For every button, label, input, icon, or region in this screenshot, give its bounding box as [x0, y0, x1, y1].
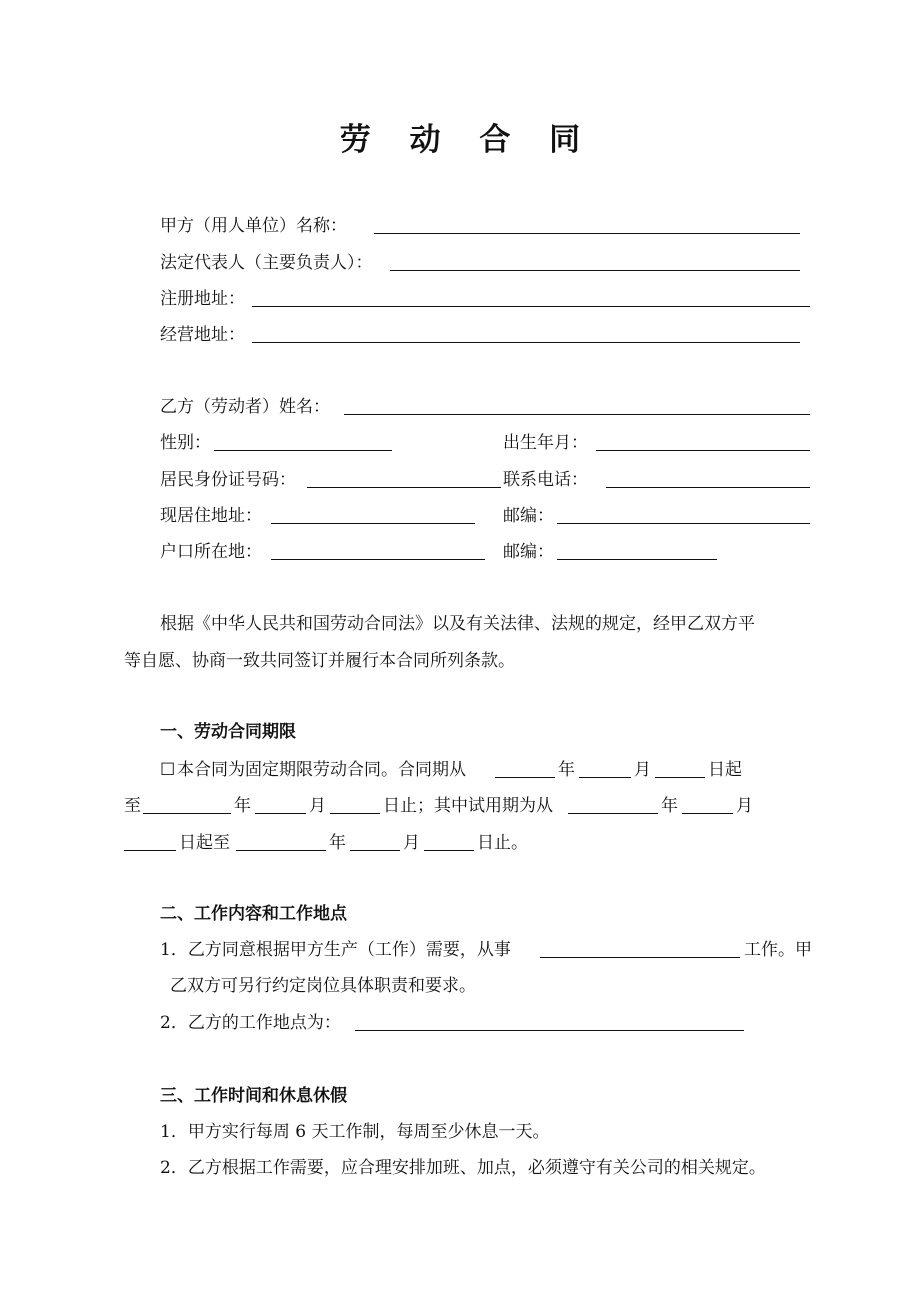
trial-start-month-field[interactable] — [682, 813, 733, 814]
month-label: 月 — [634, 760, 651, 780]
hukou-label: 户口所在地： — [160, 542, 262, 562]
end-year-field[interactable] — [143, 813, 231, 814]
fixed-term-checkbox[interactable]: ☐ — [160, 760, 176, 780]
fixed-term-text: 本合同为固定期限劳动合同。合同期从 — [177, 760, 466, 780]
current-address-label: 现居住地址： — [160, 506, 262, 526]
trial-end-day-field[interactable] — [424, 850, 474, 851]
zip-label-2: 邮编： — [503, 542, 554, 562]
op-address-field[interactable] — [252, 342, 800, 343]
intro-line-2: 等自愿、协商一致共同签订并履行本合同所列条款。 — [124, 651, 515, 671]
reg-address-field[interactable] — [252, 306, 810, 307]
start-year-field[interactable] — [495, 777, 555, 778]
phone-field[interactable] — [606, 487, 810, 488]
gender-label: 性别： — [160, 433, 211, 453]
legal-rep-label: 法定代表人（主要负责人）： — [160, 253, 373, 273]
zip-field-1[interactable] — [557, 523, 810, 524]
trial-end-month-field[interactable] — [350, 850, 400, 851]
legal-rep-field[interactable] — [390, 270, 800, 271]
start-day-field[interactable] — [655, 777, 705, 778]
end-day-field[interactable] — [330, 813, 380, 814]
section-1-heading: 一、劳动合同期限 — [160, 722, 296, 742]
year-label: 年 — [661, 796, 678, 816]
birth-field[interactable] — [596, 450, 810, 451]
work-content-text-a: 1．乙方同意根据甲方生产（工作）需要，从事 — [160, 940, 511, 960]
party-a-name-field[interactable] — [374, 233, 800, 234]
year-label: 年 — [558, 760, 575, 780]
year-label: 年 — [329, 833, 346, 853]
trial-start-day-field[interactable] — [124, 850, 176, 851]
day-start-label: 日起 — [708, 760, 742, 780]
trial-start-year-field[interactable] — [568, 813, 658, 814]
birth-label: 出生年月： — [503, 433, 588, 453]
id-number-field[interactable] — [307, 487, 501, 488]
op-address-label: 经营地址： — [160, 325, 245, 345]
work-content-text-c: 乙双方可另行约定岗位具体职责和要求。 — [170, 976, 476, 996]
end-month-field[interactable] — [255, 813, 306, 814]
party-b-name-field[interactable] — [344, 414, 810, 415]
day-end-label: 日止。 — [477, 833, 528, 853]
party-b-name-label: 乙方（劳动者）姓名： — [160, 397, 330, 417]
zip-label-1: 邮编： — [503, 506, 554, 526]
job-position-field[interactable] — [540, 957, 740, 958]
hukou-field[interactable] — [271, 559, 485, 560]
zip-field-2[interactable] — [557, 559, 717, 560]
trial-period-text: 日止；其中试用期为从 — [383, 796, 553, 816]
reg-address-label: 注册地址： — [160, 289, 245, 309]
day-start-to-label: 日起至 — [179, 833, 230, 853]
intro-line-1: 根据《中华人民共和国劳动合同法》以及有关法律、法规的规定，经甲乙双方平 — [160, 614, 755, 634]
work-location-field[interactable] — [355, 1030, 744, 1031]
current-address-field[interactable] — [271, 523, 475, 524]
document-title: 劳 动 合 同 — [339, 122, 595, 158]
work-schedule-text: 1．甲方实行每周 6 天工作制，每周至少休息一天。 — [160, 1122, 550, 1142]
work-content-text-b: 工作。甲 — [744, 940, 812, 960]
id-number-label: 居民身份证号码： — [160, 470, 296, 490]
section-3-heading: 三、工作时间和休息休假 — [160, 1086, 347, 1106]
year-label: 年 — [234, 796, 251, 816]
trial-end-year-field[interactable] — [236, 850, 326, 851]
party-a-name-label: 甲方（用人单位）名称： — [160, 216, 347, 236]
overtime-text: 2．乙方根据工作需要，应合理安排加班、加点，必须遵守有关公司的相关规定。 — [160, 1158, 766, 1178]
section-2-heading: 二、工作内容和工作地点 — [160, 904, 347, 924]
phone-label: 联系电话： — [503, 470, 588, 490]
month-label: 月 — [403, 833, 420, 853]
start-month-field[interactable] — [579, 777, 631, 778]
work-location-label: 2．乙方的工作地点为： — [160, 1013, 341, 1033]
gender-field[interactable] — [214, 450, 392, 451]
month-label: 月 — [309, 796, 326, 816]
month-label: 月 — [736, 796, 753, 816]
to-label: 至 — [124, 796, 141, 816]
